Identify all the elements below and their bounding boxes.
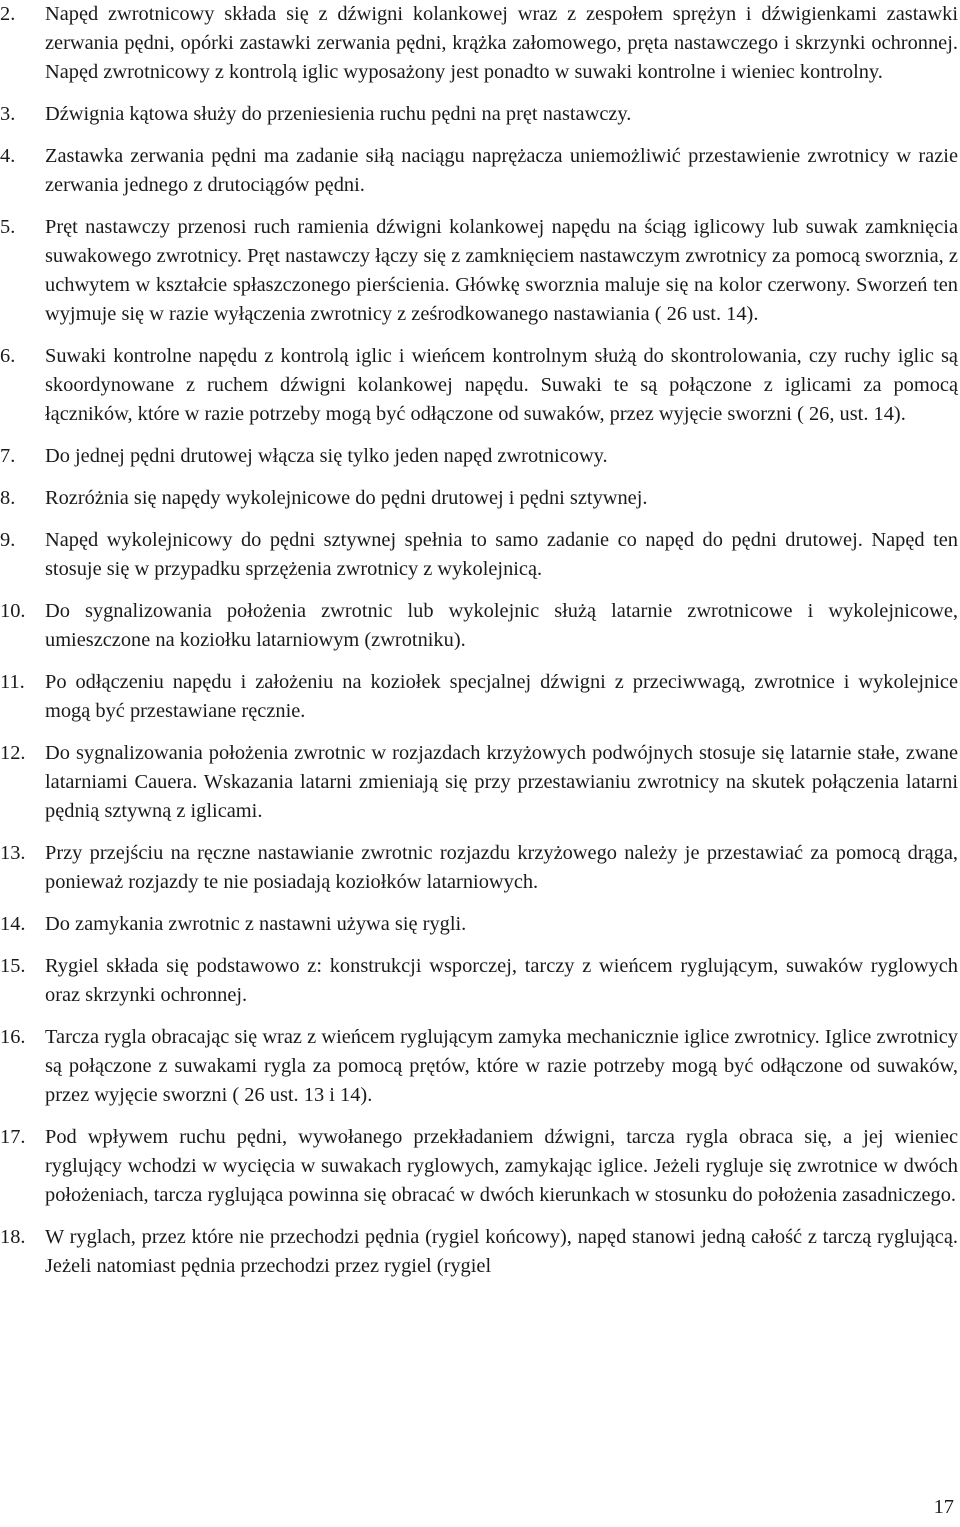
item-text: Do sygnalizowania położenia zwrotnic lub wykolejnic służą latarnie zwrotnicowe i wykolejnicowe, umieszczone na koziołku latarniowym (zwrotniku). <box>45 600 958 651</box>
item-number: 9. <box>0 529 16 551</box>
item-number: 10. <box>0 600 26 622</box>
list-item <box>0 1023 958 1110</box>
list-item <box>0 910 958 939</box>
item-text: Dźwignia kątowa służy do przeniesienia ruchu pędni na pręt nastawczy. <box>45 103 632 125</box>
list-item <box>0 952 958 1010</box>
item-number: 14. <box>0 913 26 935</box>
item-text: Tarcza rygla obracając się wraz z wieńcem ryglującym zamyka mechanicznie iglice zwrotnicy. Iglice zwrotnicy są połączone z suwakami rygla za pomocą prętów, które w razie potrzeby mogą być odłączone od suwaków, przez wyjęcie sworzni ( 26 ust. 13 i 14). <box>45 1026 958 1106</box>
list-item <box>0 142 958 200</box>
item-number: 5. <box>0 216 16 238</box>
item-number: 2. <box>0 3 16 25</box>
item-text: Napęd wykolejnicowy do pędni sztywnej spełnia to samo zadanie co napęd do pędni drutowej. Napęd ten stosuje się w przypadku sprzężenia zwrotnicy z wykolejnicą. <box>45 529 958 580</box>
item-number: 16. <box>0 1026 26 1048</box>
list-item <box>0 839 958 897</box>
list-item <box>0 739 958 826</box>
item-number: 18. <box>0 1226 26 1248</box>
item-number: 12. <box>0 742 26 764</box>
item-text: Do sygnalizowania położenia zwrotnic w rozjazdach krzyżowych podwójnych stosuje się latarnie stałe, zwane latarniami Cauera. Wskazania latarni zmieniają się przy przestawianiu zwrotnicy na skutek połączenia latarni pędnią sztywną z iglicami. <box>45 742 958 822</box>
item-text: Przy przejściu na ręczne nastawianie zwrotnic rozjazdu krzyżowego należy je przestawiać za pomocą drąga, ponieważ rozjazdy te nie posiadają koziołków latarniowych. <box>45 842 958 893</box>
item-number: 11. <box>0 671 25 693</box>
list-item <box>0 442 958 471</box>
page-number: 17 <box>933 1496 954 1518</box>
list-item <box>0 100 958 129</box>
list-item <box>0 342 958 429</box>
list-item <box>0 1123 958 1210</box>
item-number: 17. <box>0 1126 26 1148</box>
list-item <box>0 597 958 655</box>
item-number: 3. <box>0 103 16 125</box>
item-number: 4. <box>0 145 16 167</box>
item-number: 15. <box>0 955 26 977</box>
item-text: Po odłączeniu napędu i założeniu na koziołek specjalnej dźwigni z przeciwwagą, zwrotnice i wykolejnice mogą być przestawiane ręcznie. <box>45 671 958 722</box>
list-item <box>0 213 958 329</box>
item-text: Suwaki kontrolne napędu z kontrolą iglic i wieńcem kontrolnym służą do skontrolowania, czy ruchy iglic są skoordynowane z ruchem dźwigni kolankowej napędu. Suwaki te są połączone z iglicami za pomocą łączników, które w razie potrzeby mogą być odłączone od suwaków, przez wyjęcie sworzni ( 26, ust. 14). <box>45 345 958 425</box>
item-number: 8. <box>0 487 16 509</box>
item-text: Pod wpływem ruchu pędni, wywołanego przekładaniem dźwigni, tarcza rygla obraca się, a jej wieniec ryglujący wchodzi w wycięcia w suwakach ryglowych, zamykając iglice. Jeżeli rygluje się zwrotnice w dwóch położeniach, tarcza ryglująca powinna się obracać w dwóch kierunkach w stosunku do położenia zasadniczego. <box>45 1126 958 1206</box>
list-item <box>0 668 958 726</box>
item-text: Napęd zwrotnicowy składa się z dźwigni kolankowej wraz z zespołem sprężyn i dźwigienkami zastawki zerwania pędni, opórki zastawki zerwania pędni, krążka załomowego, pręta nastawczego i skrzynki ochronnej. Napęd zwrotnicowy z kontrolą iglic wyposażony jest ponadto w suwaki kontrolne i wieniec kontrolny. <box>45 3 958 83</box>
item-number: 6. <box>0 345 16 367</box>
item-text: Do jednej pędni drutowej włącza się tylko jeden napęd zwrotnicowy. <box>45 445 608 467</box>
item-text: Rozróżnia się napędy wykolejnicowe do pędni drutowej i pędni sztywnej. <box>45 487 648 509</box>
item-text: W ryglach, przez które nie przechodzi pędnia (rygiel końcowy), napęd stanowi jedną całość z tarczą ryglującą. Jeżeli natomiast pędnia przechodzi przez rygiel (rygiel <box>45 1226 958 1277</box>
item-text: Rygiel składa się podstawowo z: konstrukcji wsporczej, tarczy z wieńcem ryglującym, suwaków ryglowych oraz skrzynki ochronnej. <box>45 955 958 1006</box>
item-text: Do zamykania zwrotnic z nastawni używa się rygli. <box>45 913 467 935</box>
list-item <box>0 526 958 584</box>
item-number: 13. <box>0 842 26 864</box>
list-item <box>0 1223 958 1281</box>
list-item <box>0 0 958 87</box>
list-item <box>0 484 958 513</box>
item-text: Pręt nastawczy przenosi ruch ramienia dźwigni kolankowej napędu na ściąg iglicowy lub suwak zamknięcia suwakowego zwrotnicy. Pręt nastawczy łączy się z zamknięciem nastawczym zwrotnicy za pomocą sworznia, z uchwytem w kształcie spłaszczonego pierścienia. Główkę sworznia maluje się na kolor czerwony. Sworzeń ten wyjmuje się w razie wyłączenia zwrotnicy z ześrodkowanego nastawiania ( 26 ust. 14). <box>45 216 958 325</box>
item-number: 7. <box>0 445 16 467</box>
item-text: Zastawka zerwania pędni ma zadanie siłą naciągu naprężacza uniemożliwić przestawienie zwrotnicy w razie zerwania jednego z drutociągów pędni. <box>45 145 958 196</box>
